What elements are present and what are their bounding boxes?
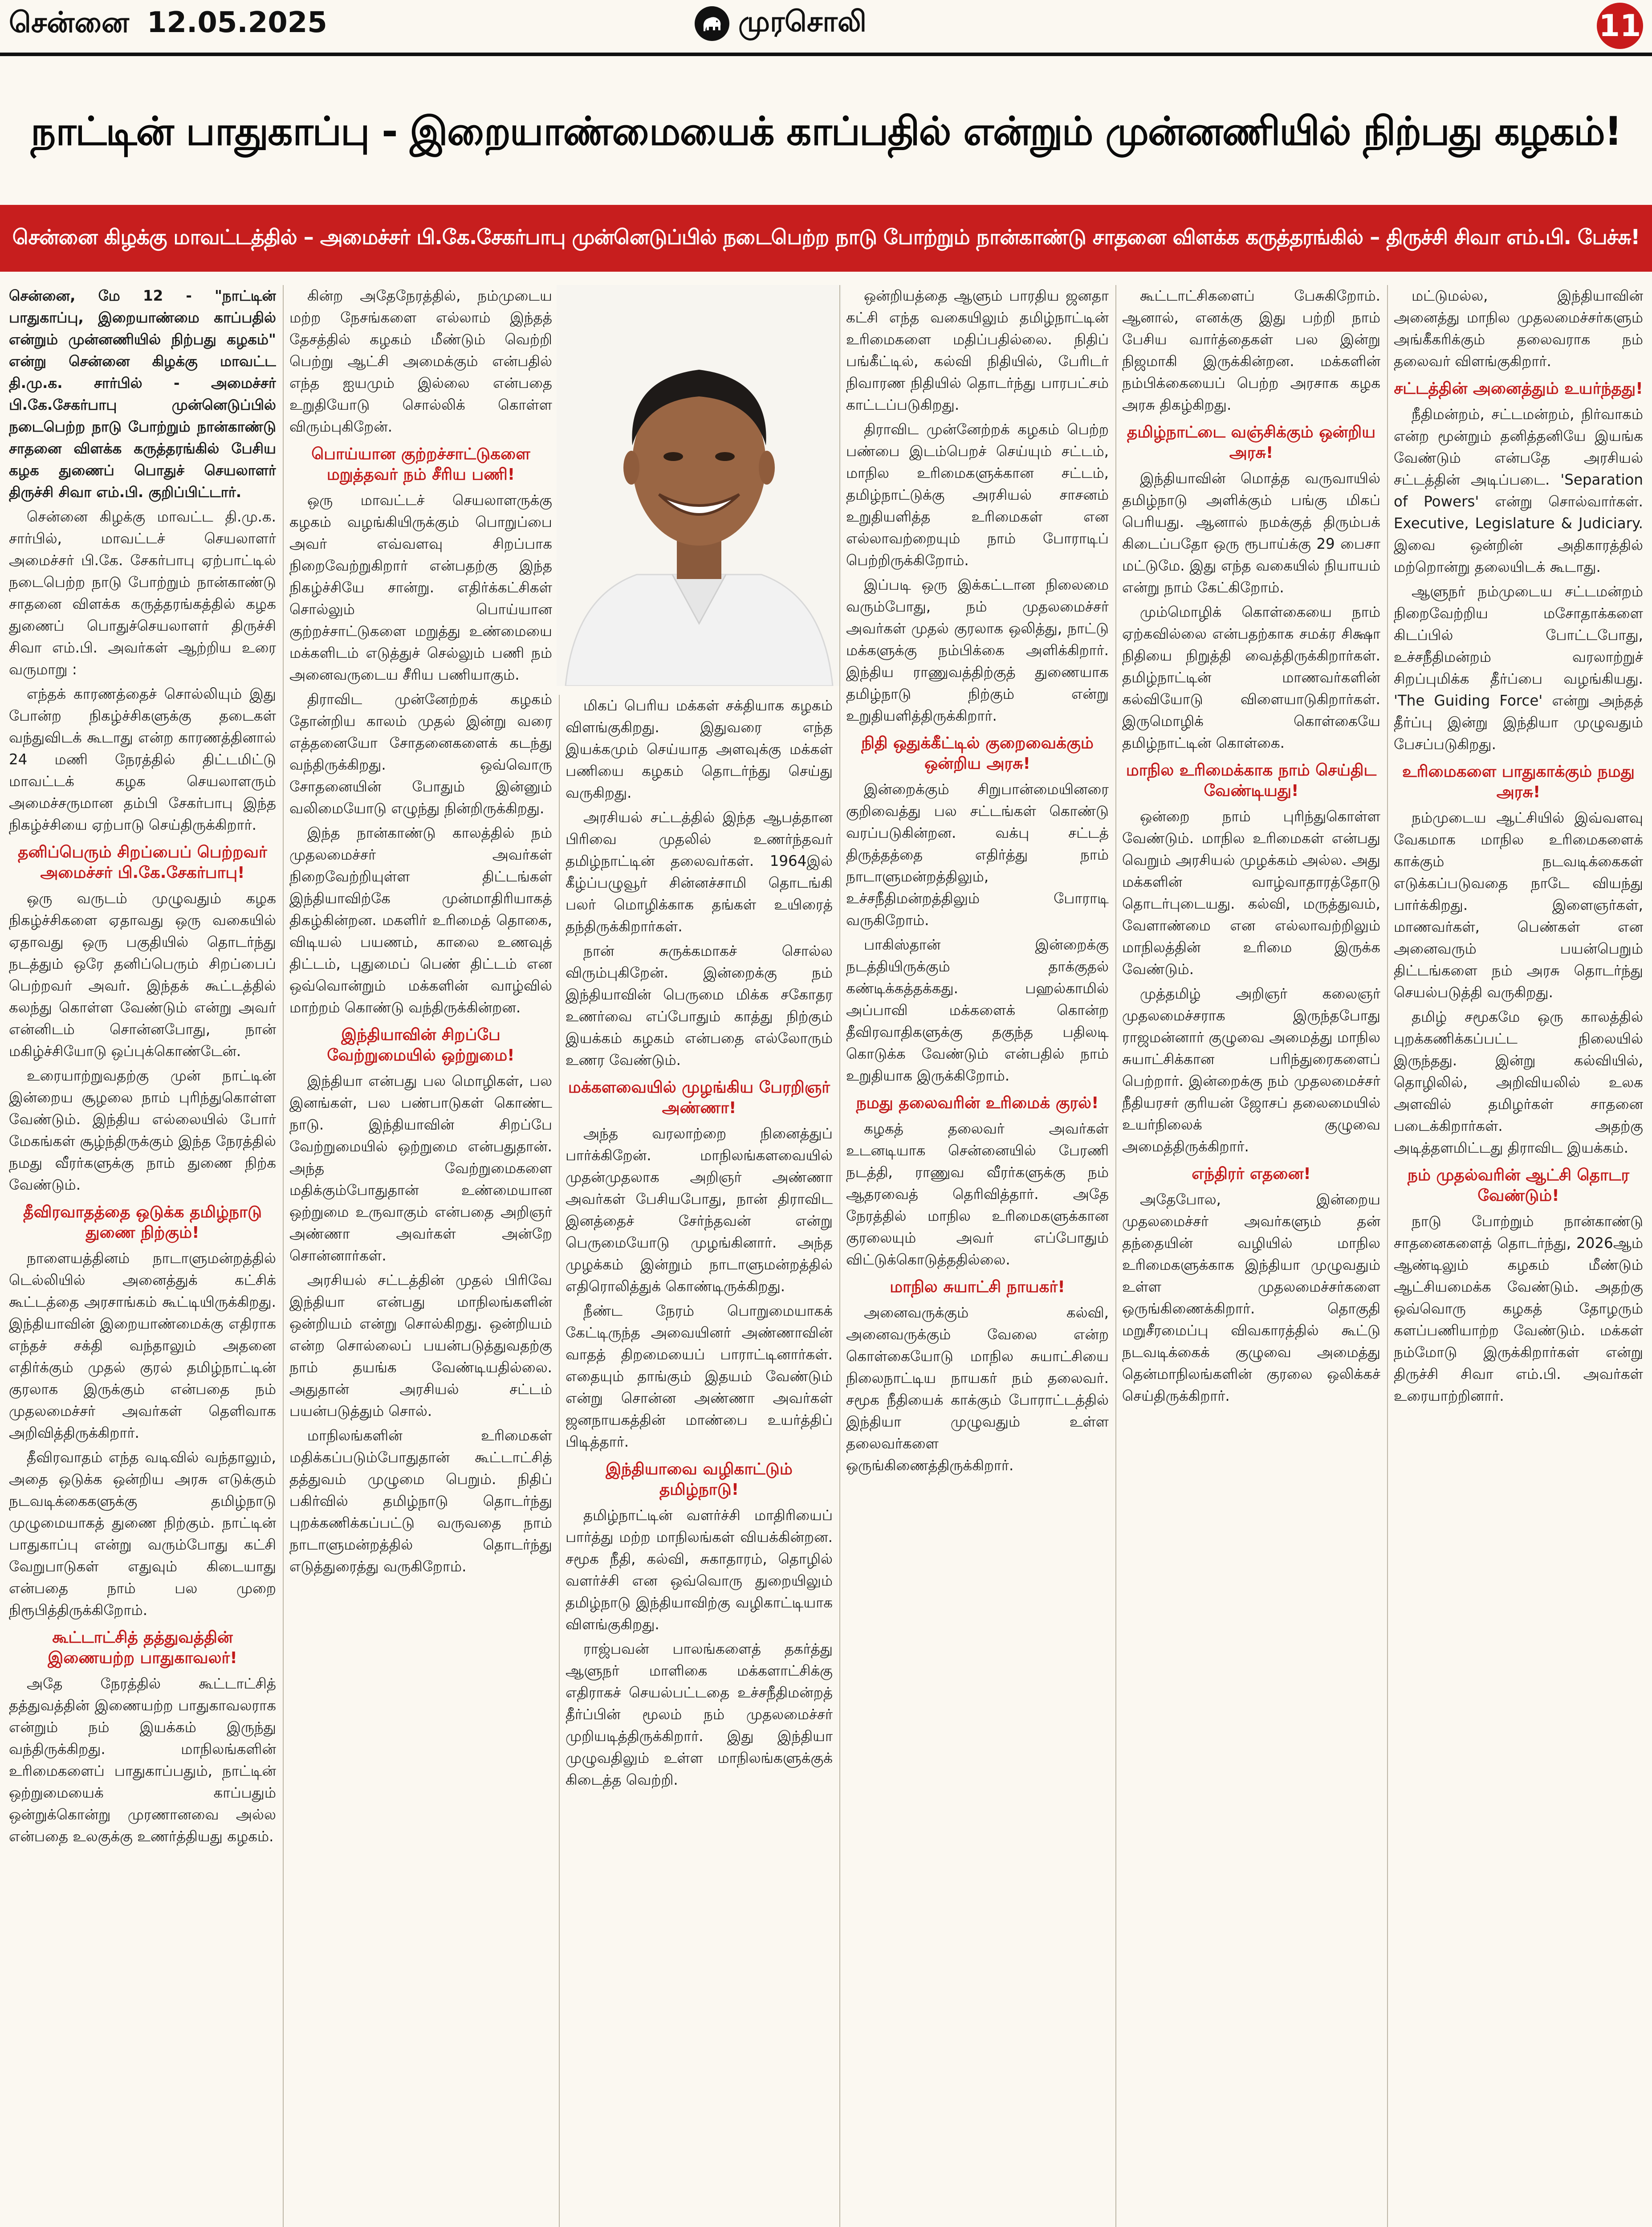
paragraph: கின்ற அதேநேரத்தில், நம்முடைய மற்ற நேசங்களை எல்லாம் இந்தத் தேசத்தில் கழகம் மீண்டும் வெற்றி பெற்று ஆட்சி அமைக்கும் என்பதில் எந்த ஐயமும் இல்லை என்பதை உறுதியோடு சொல்லிக் கொள்ள விரும்புகிறேன். [289, 287, 552, 435]
main-headline: நாட்டின் பாதுகாப்பு - இறையாண்மையைக் காப்பதில் என்றும் முன்னணியில் நிற்பது கழகம்! [30, 108, 1622, 154]
masthead-rule [0, 53, 1652, 56]
paragraph: ஒன்றை நாம் புரிந்துகொள்ள வேண்டும். மாநில உரிமைகள் என்பது வெறும் அரசியல் முழக்கம் அல்ல. அது மக்களின் வாழ்வாதாரத்தோடு தொடர்புடையது. கல்வி, மருத்துவம், வேளாண்மை என எல்லாவற்றிலும் மாநிலத்தின் உரிமை இருக்க வேண்டும். [1122, 808, 1380, 978]
paragraph: கழகத் தலைவர் அவர்கள் உடனடியாக சென்னையில் பேரணி நடத்தி, ராணுவ வீரர்களுக்கு நம் ஆதரவைத் தெரிவித்தார். அதே நேரத்தில் மாநில உரிமைகளுக்கான குரலையும் அவர் எப்போதும் விட்டுக்கொடுத்ததில்லை. [846, 1120, 1109, 1268]
column-divider [559, 695, 560, 2227]
column-4 [846, 285, 1109, 2227]
paragraph: இந்த நான்காண்டு காலத்தில் நம் முதலமைச்சர் அவர்கள் நிறைவேற்றியுள்ள திட்டங்கள் இந்தியாவிற்கே முன்மாதிரியாகத் திகழ்கின்றன. மகளிர் உரிமைத் தொகை, விடியல் பயணம், காலை உணவுத் திட்டம், புதுமைப் பெண் திட்டம் என ஒவ்வொன்றும் மக்களின் வாழ்வில் மாற்றம் கொண்டு வந்திருக்கின்றன. [289, 824, 552, 1016]
section-heading: தமிழ்நாட்டை வஞ்சிக்கும் ஒன்றிய அரசு! [1127, 423, 1376, 462]
elephant-logo-icon [695, 6, 729, 41]
paragraph: எந்தக் காரணத்தைச் சொல்லியும் இது போன்ற நிகழ்ச்சிகளுக்கு தடைகள் வந்துவிடக் கூடாது என்ற காரணத்தினால் 24 மணி நேரத்தில் திட்டமிட்டு மாவட்டக் கழக செயலாளரும் அமைச்சருமான தம்பி சேகர்பாபு இந்த நிகழ்ச்சியை ஏற்பாடு செய்திருக்கிறார். [9, 685, 276, 833]
sub-headline: சென்னை கிழக்கு மாவட்டத்தில் – அமைச்சர் பி.கே.சேகர்பாபு முன்னெடுப்பில் நடைபெற்ற நாடு போற்றும் நான்காண்டு சாதனை விளக்க கருத்தரங்கில் – திருச்சி சிவா எம்.பி. பேச்சு! [12, 224, 1640, 249]
masthead-left [9, 6, 327, 43]
article-body [0, 285, 1652, 2227]
paragraph: அனைவருக்கும் கல்வி, அனைவருக்கும் வேலை என்ற கொள்கையோடு மாநில சுயாட்சியை நிலைநாட்டிய நாயகர் நம் தலைவர். சமூக நீதியைக் காக்கும் போராட்டத்தில் இந்தியா முழுவதும் உள்ள தலைவர்களை ஒருங்கிணைத்திருக்கிறார். [846, 1304, 1109, 1474]
paragraph: ஒரு வருடம் முழுவதும் கழக நிகழ்ச்சிகளை ஏதாவது ஒரு வகையில் ஏதாவது ஒரு பகுதியில் தொடர்ந்து நடத்தும் ஒரே தனிப்பெரும் சிறப்பைப் பெற்றவர் அவர். இந்தக் கூட்டத்தில் கலந்து கொள்ள வேண்டும் என்று அவர் என்னிடம் சொன்னபோது, நான் மகிழ்ச்சியோடு ஒப்புக்கொண்டேன். [9, 890, 276, 1060]
paragraph: சென்னை கிழக்கு மாவட்ட தி.மு.க. சார்பில், மாவட்டச் செயலாளர் அமைச்சர் பி.கே. சேகர்பாபு ஏற்பாட்டில் நடைபெற்ற நாடு போற்றும் நான்காண்டு சாதனை விளக்க கருத்தரங்கத்தில் கழக துணைப் பொதுச்செயலாளர் திருச்சி சிவா எம்.பி. அவர்கள் ஆற்றிய உரை வருமாறு : [9, 508, 276, 678]
paragraph: நீதிமன்றம், சட்டமன்றம், நிர்வாகம் என்ற மூன்றும் தனித்தனியே இயங்க வேண்டும் என்பதே அரசியல் சட்டத்தின் அடிப்படை. 'Separation of Powers' என்று சொல்வார்கள். Executive, Legislature & Judiciary. இவை ஒன்றின் அதிகாரத்தில் மற்றொன்று தலையிடக் கூடாது. [1394, 406, 1643, 575]
section-heading: உரிமைகளை பாதுகாக்கும் நமது அரசு! [1402, 763, 1635, 801]
paragraph: மிகப் பெரிய மக்கள் சக்தியாக கழகம் விளங்குகிறது. இதுவரை எந்த இயக்கமும் செய்யாத அளவுக்கு மக்கள் பணியை கழகம் தொடர்ந்து செய்து வருகிறது. [566, 697, 833, 801]
paragraph: ஆளுநர் நம்முடைய சட்டமன்றம் நிறைவேற்றிய மசோதாக்களை கிடப்பில் போட்டபோது, உச்சநீதிமன்றம் வரலாற்றுச் சிறப்புமிக்க தீர்ப்பை வழங்கியது. 'The Guiding Force' என்று அந்தத் தீர்ப்பு இன்று இந்தியா முழுவதும் பேசப்படுகிறது. [1394, 583, 1643, 753]
paragraph: தீவிரவாதம் எந்த வடிவில் வந்தாலும், அதை ஒடுக்க ஒன்றிய அரசு எடுக்கும் நடவடிக்கைகளுக்கு தமிழ்நாடு முழுமையாகத் துணை நிற்கும். நாட்டின் பாதுகாப்பு என்று வரும்போது கட்சி வேறுபாடுகள் எதுவும் கிடையாது என்பதை நாம் பல முறை நிரூபித்திருக்கிறோம். [9, 1449, 276, 1619]
section-heading: பொய்யான குற்றச்சாட்டுகளை மறுத்தவர் நம் சீரிய பணி! [311, 445, 530, 484]
column-divider [283, 285, 284, 2227]
page-number-badge: 11 [1597, 3, 1643, 49]
city-name: சென்னை [9, 6, 129, 39]
paragraph: இந்தியாவின் மொத்த வருவாயில் தமிழ்நாடு அளிக்கும் பங்கு மிகப் பெரியது. ஆனால் நமக்குத் திரும்பக் கிடைப்பதோ ஒரு ரூபாய்க்கு 29 பைசா மட்டுமே. இது எந்த வகையில் நியாயம் என்று நாம் கேட்கிறோம். [1122, 470, 1380, 596]
paragraph: ராஜ்பவன் பாலங்களைத் தகர்த்து ஆளுநர் மாளிகை மக்களாட்சிக்கு எதிராகச் செயல்பட்டதை உச்சநீதிமன்றத் தீர்ப்பின் மூலம் நம் முதலமைச்சர் முறியடித்திருக்கிறார். இது இந்தியா முழுவதிலும் உள்ள மாநிலங்களுக்குக் கிடைத்த வெற்றி. [566, 1640, 833, 1788]
paragraph: அந்த வரலாற்றை நினைத்துப் பார்க்கிறேன். மாநிலங்களவையில் முதன்முதலாக அறிஞர் அண்ணா அவர்கள் பேசியபோது, நான் திராவிட இனத்தைச் சேர்ந்தவன் என்று பெருமையோடு முழங்கினார். அந்த முழக்கம் இன்றும் நாடாளுமன்றத்தில் எதிரொலித்துக் கொண்டிருக்கிறது. [566, 1125, 833, 1295]
paragraph: ஒன்றியத்தை ஆளும் பாரதிய ஜனதா கட்சி எந்த வகையிலும் தமிழ்நாட்டின் உரிமைகளை மதிப்பதில்லை. நிதிப் பங்கீட்டில், கல்வி நிதியில், பேரிடர் நிவாரண நிதியில் தொடர்ந்து பாரபட்சம் காட்டப்படுகிறது. [846, 287, 1109, 413]
paragraph: கூட்டாட்சிகளைப் பேசுகிறோம். ஆனால், எனக்கு இது பற்றி நாம் பேசிய வார்த்தைகள் பல இன்று நிஜமாகி இருக்கின்றன. மக்களின் நம்பிக்கையைப் பெற்ற அரசாக கழக அரசு திகழ்கிறது. [1122, 287, 1380, 413]
headline-area [0, 67, 1652, 196]
section-heading: தனிப்பெரும் சிறப்பைப் பெற்றவர் அமைச்சர் பி.கே.சேகர்பாபு! [18, 843, 267, 882]
section-heading: கூட்டாட்சித் தத்துவத்தின் இணையற்ற பாதுகாவலர்! [48, 1628, 237, 1667]
column-2 [289, 285, 552, 2227]
paragraph: அரசியல் சட்டத்தின் முதல் பிரிவே இந்தியா என்பது மாநிலங்களின் ஒன்றியம் என்று சொல்கிறது. ஒன்றியம் என்ற சொல்லைப் பயன்படுத்துவதற்கு நாம் தயங்க வேண்டியதில்லை. அதுதான் அரசியல் சட்டம் பயன்படுத்தும் சொல். [289, 1272, 552, 1419]
column-divider [1387, 285, 1388, 2227]
paragraph: பாகிஸ்தான் இன்றைக்கு நடத்தியிருக்கும் தாக்குதல் கண்டிக்கத்தக்கது. பஹல்காமில் அப்பாவி மக்களைக் கொன்ற தீவிரவாதிகளுக்கு தகுந்த பதிலடி கொடுக்க வேண்டும் என்பதில் நாம் உறுதியாக இருக்கிறோம். [846, 936, 1109, 1084]
paragraph: நாளையத்தினம் நாடாளுமன்றத்தில் டெல்லியில் அனைத்துக் கட்சிக் கூட்டத்தை அரசாங்கம் கூட்டியிருக்கிறது. இந்தியாவின் இறையாண்மைக்கு எதிராக எந்தச் சக்தி வந்தாலும் அதனை எதிர்க்கும் முதல் குரல் தமிழ்நாட்டின் குரலாக இருக்கும் என்பதை நம் முதலமைச்சர் அவர்கள் தெளிவாக அறிவித்திருக்கிறார். [9, 1250, 276, 1441]
paragraph: தமிழ் சமூகமே ஒரு காலத்தில் புறக்கணிக்கப்பட்ட நிலையில் இருந்தது. இன்று கல்வியில், தொழிலில், அறிவியலில் உலக அளவில் தமிழர்கள் சாதனை படைக்கிறார்கள். அதற்கு அடித்தளமிட்டது திராவிட இயக்கம். [1394, 1008, 1643, 1156]
section-heading: நம் முதல்வரின் ஆட்சி தொடர வேண்டும்! [1407, 1166, 1630, 1205]
column-divider [1115, 285, 1116, 2227]
paper-name: முரசொலி [738, 5, 867, 38]
sub-headline-banner [0, 205, 1652, 272]
paragraph: நாடு போற்றும் நான்காண்டு சாதனைகளைத் தொடர்ந்து, 2026ஆம் ஆண்டிலும் கழகம் மீண்டும் ஆட்சியமைக்க வேண்டும். அதற்கு ஒவ்வொரு கழகத் தோழரும் களப்பணியாற்ற வேண்டும். மக்கள் நம்மோடு இருக்கிறார்கள் என்று திருச்சி சிவா எம்.பி. அவர்கள் உரையாற்றினார். [1394, 1213, 1643, 1404]
paragraph: இந்தியா என்பது பல மொழிகள், பல இனங்கள், பல பண்பாடுகள் கொண்ட நாடு. இந்தியாவின் சிறப்பே வேற்றுமையில் ஒற்றுமை என்பதுதான். அந்த வேற்றுமைகளை மதிக்கும்போதுதான் உண்மையான ஒற்றுமை உருவாகும் என்பதை அறிஞர் அண்ணா அவர்கள் அன்றே சொன்னார்கள். [289, 1073, 552, 1264]
column-divider [839, 285, 840, 2227]
paragraph: அதேபோல, இன்றைய முதலமைச்சர் அவர்களும் தன் தந்தையின் வழியில் மாநில உரிமைகளுக்காக இந்தியா முழுவதும் உள்ள முதலமைச்சர்களை ஒருங்கிணைக்கிறார். தொகுதி மறுசீரமைப்பு விவகாரத்தில் கூட்டு நடவடிக்கைக் குழுவை அமைத்து தென்மாநிலங்களின் குரலை ஒலிக்கச் செய்திருக்கிறார். [1122, 1191, 1380, 1404]
masthead-center [695, 5, 867, 42]
section-heading: சட்டத்தின் அனைத்தும் உயர்ந்தது! [1394, 379, 1643, 398]
photo-spacer [566, 285, 833, 695]
column-6 [1394, 285, 1643, 2227]
column-1 [9, 285, 276, 2227]
paragraph: உரையாற்றுவதற்கு முன் நாட்டின் இன்றைய சூழலை நாம் புரிந்துகொள்ள வேண்டும். இந்திய எல்லையில் போர் மேகங்கள் சூழ்ந்திருக்கும் இந்த நேரத்தில் நமது வீரர்களுக்கு நாம் துணை நிற்க வேண்டும். [9, 1067, 276, 1193]
paragraph: அரசியல் சட்டத்தில் இந்த ஆபத்தான பிரிவை முதலில் உணர்ந்தவர் தமிழ்நாட்டின் தலைவர்கள். 1964இல் கீழ்ப்பழுவூர் சின்னச்சாமி தொடங்கி பலர் மொழிக்காக தங்கள் உயிரைத் தந்திருக்கிறார்கள். [566, 809, 833, 935]
paragraph: இப்படி ஒரு இக்கட்டான நிலைமை வரும்போது, நம் முதலமைச்சர் அவர்கள் முதல் குரலாக ஒலித்து, நாட்டு மக்களுக்கு நம்பிக்கை அளிக்கிறார். இந்திய ராணுவத்திற்குத் துணையாக தமிழ்நாடு நிற்கும் என்று உறுதியளித்திருக்கிறார். [846, 576, 1109, 724]
paragraph: மும்மொழிக் கொள்கையை நாம் ஏற்கவில்லை என்பதற்காக சமக்ர சிக்ஷா நிதியை நிறுத்தி வைத்திருக்கிறார்கள். தமிழ்நாட்டின் மாணவர்களின் கல்வியோடு விளையாடுகிறார்கள். இருமொழிக் கொள்கையே தமிழ்நாட்டின் கொள்கை. [1122, 604, 1380, 751]
section-heading: மக்களவையில் முழங்கிய பேரறிஞர் அண்ணா! [568, 1078, 830, 1117]
paragraph: தமிழ்நாட்டின் வளர்ச்சி மாதிரியைப் பார்த்து மற்ற மாநிலங்கள் வியக்கின்றன. சமூக நீதி, கல்வி, சுகாதாரம், தொழில் வளர்ச்சி என ஒவ்வொரு துறையிலும் தமிழ்நாடு இந்தியாவிற்கு வழிகாட்டியாக விளங்குகிறது. [566, 1507, 833, 1633]
lead-paragraph: சென்னை, மே 12 - "நாட்டின் பாதுகாப்பு, இறையாண்மை காப்பதில் என்றும் முன்னணியில் நிற்பது கழகம்" என்று சென்னை கிழக்கு மாவட்ட தி.மு.க. சார்பில் - அமைச்சர் பி.கே.சேகர்பாபு முன்னெடுப்பில் நடைபெற்ற நாடு போற்றும் நான்காண்டு சாதனை விளக்க கருத்தரங்கில் பேசிய கழக துணைப் பொதுச் செயலாளர் திருச்சி சிவா எம்.பி. குறிப்பிட்டார். [9, 287, 276, 501]
masthead [0, 0, 1652, 53]
paragraph: மாநிலங்களின் உரிமைகள் மதிக்கப்படும்போதுதான் கூட்டாட்சித் தத்துவம் முழுமை பெறும். நிதிப் பகிர்வில் தமிழ்நாடு தொடர்ந்து புறக்கணிக்கப்பட்டு வருவதை நாம் நாடாளுமன்றத்தில் தொடர்ந்து எடுத்துரைத்து வருகிறோம். [289, 1427, 552, 1575]
paragraph: ஒரு மாவட்டச் செயலாளருக்கு கழகம் வழங்கியிருக்கும் பொறுப்பை அவர் எவ்வளவு சிறப்பாக நிறைவேற்றுகிறார் என்பதற்கு இந்த நிகழ்ச்சியே சான்று. எதிர்க்கட்சிகள் சொல்லும் பொய்யான குற்றச்சாட்டுகளை மறுத்து உண்மையை மக்களிடம் எடுத்துச் செல்லும் பணி நம் அனைவருடைய சீரிய பணியாகும். [289, 492, 552, 683]
column-5 [1122, 285, 1380, 2227]
paragraph: நம்முடைய ஆட்சியில் இவ்வளவு வேகமாக மாநில உரிமைகளைக் காக்கும் நடவடிக்கைகள் எடுக்கப்படுவதை நாடே வியந்து பார்க்கிறது. இளைஞர்கள், மாணவர்கள், பெண்கள் என அனைவரும் பயன்பெறும் திட்டங்களை நம் அரசு தொடர்ந்து செயல்படுத்தி வருகிறது. [1394, 809, 1643, 1001]
section-heading: இந்தியாவை வழிகாட்டும் தமிழ்நாடு! [606, 1460, 793, 1499]
column-3 [566, 285, 833, 2227]
paragraph: திராவிட முன்னேற்றக் கழகம் பெற்ற பண்பை இடம்பெறச் செய்யும் சட்டம், மாநில உரிமைகளுக்கான சட்டம், தமிழ்நாட்டுக்கு அரசியல் சாசனம் உறுதியளித்த உரிமைகள் என எல்லாவற்றையும் நாம் போராடிப் பெற்றிருக்கிறோம். [846, 421, 1109, 569]
section-heading: நமது தலைவரின் உரிமைக் குரல்! [856, 1094, 1099, 1112]
paragraph: மட்டுமல்ல, இந்தியாவின் அனைத்து மாநில முதலமைச்சர்களும் அங்கீகரிக்கும் தலைவராக நம் தலைவர் விளங்குகிறார். [1394, 287, 1643, 370]
section-heading: இந்தியாவின் சிறப்பே வேற்றுமையில் ஒற்றுமை! [327, 1026, 515, 1065]
issue-date: 12.05.2025 [146, 6, 327, 39]
section-heading: மாநில சுயாட்சி நாயகர்! [890, 1278, 1065, 1296]
paragraph: நீண்ட நேரம் பொறுமையாகக் கேட்டிருந்த அவையினர் அண்ணாவின் வாதத் திறமையைப் பாராட்டினார்கள். எதையும் தாங்கும் இதயம் வேண்டும் என்று சொன்ன அண்ணா அவர்கள் ஜனநாயகத்தின் மாண்பை உயர்த்திப் பிடித்தார். [566, 1302, 833, 1450]
section-heading: மாநில உரிமைக்காக நாம் செய்திட வேண்டியது! [1126, 761, 1377, 800]
paragraph: முத்தமிழ் அறிஞர் கலைஞர் முதலமைச்சராக இருந்தபோது ராஜமன்னார் குழுவை அமைத்து மாநில சுயாட்சிக்கான பரிந்துரைகளைப் பெற்றார். இன்றைக்கு நம் முதலமைச்சர் நீதியரசர் குரியன் ஜோசப் தலைமையில் உயர்நிலைக் குழுவை அமைத்திருக்கிறார். [1122, 985, 1380, 1155]
section-heading: எந்திரர் எதனை! [1192, 1165, 1311, 1183]
section-heading: நிதி ஒதுக்கீட்டில் குறைவைக்கும் ஒன்றிய அரசு! [861, 734, 1094, 773]
paragraph: நான் சுருக்கமாகச் சொல்ல விரும்புகிறேன். இன்றைக்கு நம் இந்தியாவின் பெருமை மிக்க சகோதர உணர்வை எப்போதும் காத்து நிற்கும் இயக்கம் கழகம் என்பதை எல்லோரும் உணர வேண்டும். [566, 942, 833, 1069]
section-heading: தீவிரவாதத்தை ஒடுக்க தமிழ்நாடு துணை நிற்கும்! [23, 1203, 262, 1242]
paragraph: அதே நேரத்தில் கூட்டாட்சித் தத்துவத்தின் இணையற்ற பாதுகாவலராக என்றும் நம் இயக்கம் இருந்து வந்திருக்கிறது. மாநிலங்களின் உரிமைகளைப் பாதுகாப்பதும், நாட்டின் ஒற்றுமையைக் காப்பதும் ஒன்றுக்கொன்று முரணானவை அல்ல என்பதை உலகுக்கு உணர்த்தியது கழகம். [9, 1675, 276, 1845]
paragraph: இன்றைக்கும் சிறுபான்மையினரை குறிவைத்து பல சட்டங்கள் கொண்டு வரப்படுகின்றன. வக்பு சட்டத் திருத்தத்தை எதிர்த்து நாம் நாடாளுமன்றத்திலும், உச்சநீதிமன்றத்திலும் போராடி வருகிறோம். [846, 781, 1109, 929]
paragraph: திராவிட முன்னேற்றக் கழகம் தோன்றிய காலம் முதல் இன்று வரை எத்தனையோ சோதனைகளைக் கடந்து வந்திருக்கிறது. ஒவ்வொரு சோதனையின் போதும் இன்னும் வலிமையோடு எழுந்து நின்றிருக்கிறது. [289, 691, 552, 817]
